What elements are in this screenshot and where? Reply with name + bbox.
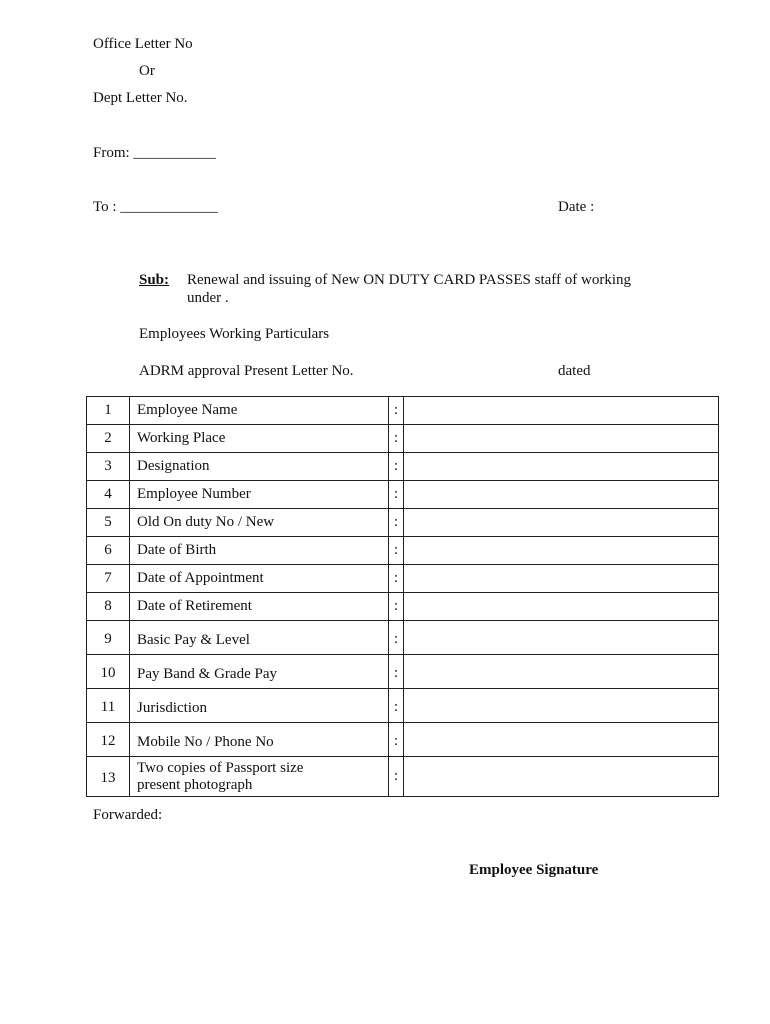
row-number: 1 xyxy=(87,397,130,425)
row-colon: : xyxy=(389,655,404,689)
row-colon: : xyxy=(389,689,404,723)
from-line: From: ___________ xyxy=(93,145,216,161)
row-label: Designation xyxy=(130,453,389,481)
designation-field[interactable] xyxy=(404,453,719,481)
row-label xyxy=(130,757,389,797)
date-of-retirement-field[interactable] xyxy=(404,593,719,621)
row-label: Basic Pay & Level xyxy=(130,621,389,655)
row-label: Pay Band & Grade Pay xyxy=(130,655,389,689)
row-label: Jurisdiction xyxy=(130,689,389,723)
row-colon: : xyxy=(389,723,404,757)
particulars-table xyxy=(86,396,719,797)
row-number: 10 xyxy=(87,655,130,689)
row-number: 3 xyxy=(87,453,130,481)
row-number: 7 xyxy=(87,565,130,593)
row-colon: : xyxy=(389,425,404,453)
row-colon: : xyxy=(389,565,404,593)
row-number: 4 xyxy=(87,481,130,509)
table-row xyxy=(87,655,719,689)
row-colon: : xyxy=(389,621,404,655)
office-letter-label: Office Letter No xyxy=(93,36,193,52)
row-number: 8 xyxy=(87,593,130,621)
row-label-line: present photograph xyxy=(137,776,253,793)
adrm-approval-label: ADRM approval Present Letter No. xyxy=(139,363,354,379)
row-label-line: Two copies of Passport size xyxy=(137,759,304,776)
row-label: Working Place xyxy=(130,425,389,453)
row-number: 11 xyxy=(87,689,130,723)
passport-photo-field[interactable] xyxy=(404,757,719,797)
row-number: 2 xyxy=(87,425,130,453)
dated-label: dated xyxy=(558,363,591,379)
row-label: Employee Number xyxy=(130,481,389,509)
table-row xyxy=(87,723,719,757)
subject-text-line1: Renewal and issuing of New ON DUTY CARD PASSES staff of working xyxy=(187,272,632,288)
row-number: 9 xyxy=(87,621,130,655)
table-row xyxy=(87,689,719,723)
mobile-phone-field[interactable] xyxy=(404,723,719,757)
table-row xyxy=(87,509,719,537)
row-label: Date of Birth xyxy=(130,537,389,565)
table-row xyxy=(87,621,719,655)
row-colon: : xyxy=(389,593,404,621)
date-of-birth-field[interactable] xyxy=(404,537,719,565)
jurisdiction-field[interactable] xyxy=(404,689,719,723)
table-row xyxy=(87,757,719,797)
row-number: 13 xyxy=(87,757,130,797)
row-colon: : xyxy=(389,537,404,565)
subject-label: Sub: xyxy=(139,272,170,288)
table-row xyxy=(87,397,719,425)
subject-text-line2: under . xyxy=(187,290,229,306)
row-label: Old On duty No / New xyxy=(130,509,389,537)
row-number: 6 xyxy=(87,537,130,565)
employee-signature-label: Employee Signature xyxy=(469,862,599,878)
row-colon: : xyxy=(389,757,404,797)
table-row xyxy=(87,565,719,593)
table-row xyxy=(87,537,719,565)
row-number: 5 xyxy=(87,509,130,537)
row-label: Employee Name xyxy=(130,397,389,425)
basic-pay-field[interactable] xyxy=(404,621,719,655)
row-colon: : xyxy=(389,481,404,509)
forwarded-label: Forwarded: xyxy=(93,807,163,823)
row-number: 12 xyxy=(87,723,130,757)
employee-number-field[interactable] xyxy=(404,481,719,509)
working-place-field[interactable] xyxy=(404,425,719,453)
date-label: Date : xyxy=(558,199,595,215)
row-colon: : xyxy=(389,453,404,481)
or-label: Or xyxy=(139,63,155,79)
row-label: Date of Appointment xyxy=(130,565,389,593)
table-row xyxy=(87,481,719,509)
row-colon: : xyxy=(389,397,404,425)
pay-band-field[interactable] xyxy=(404,655,719,689)
row-label: Mobile No / Phone No xyxy=(130,723,389,757)
employee-name-field[interactable] xyxy=(404,397,719,425)
dept-letter-label: Dept Letter No. xyxy=(93,90,188,106)
row-label: Date of Retirement xyxy=(130,593,389,621)
old-on-duty-field[interactable] xyxy=(404,509,719,537)
table-row xyxy=(87,593,719,621)
table-row xyxy=(87,453,719,481)
table-row xyxy=(87,425,719,453)
date-of-appointment-field[interactable] xyxy=(404,565,719,593)
row-colon: : xyxy=(389,509,404,537)
to-line: To : _____________ xyxy=(93,199,218,215)
employees-particulars-heading: Employees Working Particulars xyxy=(139,326,330,342)
